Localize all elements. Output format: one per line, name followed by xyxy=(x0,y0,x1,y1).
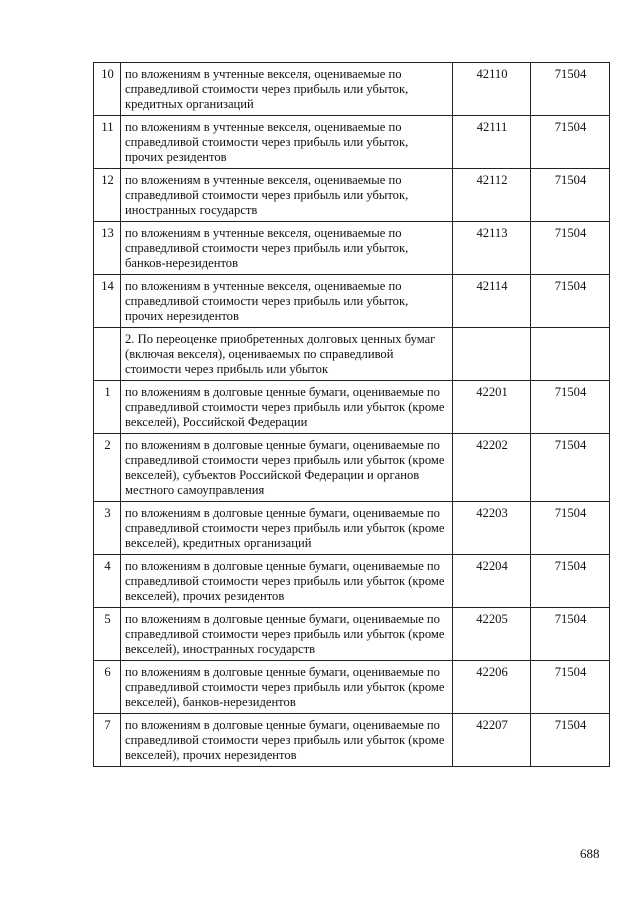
table-row xyxy=(94,714,610,767)
row-description: по вложениям в долговые ценные бумаги, оцениваемые по справедливой стоимости через прибыль или убыток (кроме векселей), прочих нерезидентов xyxy=(121,714,453,767)
row-description: по вложениям в долговые ценные бумаги, оцениваемые по справедливой стоимости через прибыль или убыток (кроме векселей), банков-нерезидентов xyxy=(121,661,453,714)
correspondent-account: 71504 xyxy=(531,222,610,275)
account-number: 42205 xyxy=(453,608,531,661)
account-number: 42114 xyxy=(453,275,531,328)
table-row xyxy=(94,381,610,434)
table-row xyxy=(94,608,610,661)
row-number: 5 xyxy=(94,608,121,661)
table-row xyxy=(94,661,610,714)
table-row xyxy=(94,222,610,275)
row-number: 10 xyxy=(94,63,121,116)
correspondent-account: 71504 xyxy=(531,555,610,608)
table-row xyxy=(94,63,610,116)
row-description: по вложениям в учтенные векселя, оцениваемые по справедливой стоимости через прибыль или убыток, иностранных государств xyxy=(121,169,453,222)
row-description: по вложениям в учтенные векселя, оцениваемые по справедливой стоимости через прибыль или убыток, прочих нерезидентов xyxy=(121,275,453,328)
table-row-section-heading xyxy=(94,328,610,381)
row-number: 3 xyxy=(94,502,121,555)
row-description: по вложениям в учтенные векселя, оцениваемые по справедливой стоимости через прибыль или убыток, прочих резидентов xyxy=(121,116,453,169)
row-number: 12 xyxy=(94,169,121,222)
table-row xyxy=(94,502,610,555)
row-description: по вложениям в долговые ценные бумаги, оцениваемые по справедливой стоимости через прибыль или убыток (кроме векселей), субъектов Российской Федерации и органов местного самоуправления xyxy=(121,434,453,502)
row-description: по вложениям в учтенные векселя, оцениваемые по справедливой стоимости через прибыль или убыток, кредитных организаций xyxy=(121,63,453,116)
row-number: 1 xyxy=(94,381,121,434)
row-description: по вложениям в долговые ценные бумаги, оцениваемые по справедливой стоимости через прибыль или убыток (кроме векселей), Российской Федерации xyxy=(121,381,453,434)
row-number: 11 xyxy=(94,116,121,169)
account-number: 42204 xyxy=(453,555,531,608)
correspondent-account: 71504 xyxy=(531,275,610,328)
account-number: 42202 xyxy=(453,434,531,502)
account-number: 42201 xyxy=(453,381,531,434)
table-row xyxy=(94,116,610,169)
correspondent-account: 71504 xyxy=(531,661,610,714)
correspondent-account: 71504 xyxy=(531,502,610,555)
correspondent-account: 71504 xyxy=(531,169,610,222)
correspondent-account xyxy=(531,328,610,381)
row-number: 14 xyxy=(94,275,121,328)
account-number: 42111 xyxy=(453,116,531,169)
table-row xyxy=(94,555,610,608)
account-number: 42206 xyxy=(453,661,531,714)
row-number: 4 xyxy=(94,555,121,608)
account-number: 42203 xyxy=(453,502,531,555)
account-number: 42113 xyxy=(453,222,531,275)
table-row xyxy=(94,434,610,502)
correspondent-account: 71504 xyxy=(531,434,610,502)
page-number: 688 xyxy=(580,846,600,861)
row-number: 13 xyxy=(94,222,121,275)
accounts-table xyxy=(93,62,610,767)
correspondent-account: 71504 xyxy=(531,381,610,434)
row-number: 6 xyxy=(94,661,121,714)
row-number xyxy=(94,328,121,381)
table-row xyxy=(94,275,610,328)
account-number: 42110 xyxy=(453,63,531,116)
row-description: по вложениям в учтенные векселя, оцениваемые по справедливой стоимости через прибыль или убыток, банков-нерезидентов xyxy=(121,222,453,275)
row-number: 7 xyxy=(94,714,121,767)
table-row xyxy=(94,169,610,222)
correspondent-account: 71504 xyxy=(531,63,610,116)
correspondent-account: 71504 xyxy=(531,608,610,661)
row-number: 2 xyxy=(94,434,121,502)
row-description: по вложениям в долговые ценные бумаги, оцениваемые по справедливой стоимости через прибыль или убыток (кроме векселей), кредитных организаций xyxy=(121,502,453,555)
account-number: 42207 xyxy=(453,714,531,767)
section-heading: 2. По переоценке приобретенных долговых ценных бумаг (включая векселя), оцениваемых по справедливой стоимости через прибыль или убыток xyxy=(121,328,453,381)
row-description: по вложениям в долговые ценные бумаги, оцениваемые по справедливой стоимости через прибыль или убыток (кроме векселей), иностранных государств xyxy=(121,608,453,661)
correspondent-account: 71504 xyxy=(531,116,610,169)
account-number: 42112 xyxy=(453,169,531,222)
account-number xyxy=(453,328,531,381)
row-description: по вложениям в долговые ценные бумаги, оцениваемые по справедливой стоимости через прибыль или убыток (кроме векселей), прочих резидентов xyxy=(121,555,453,608)
correspondent-account: 71504 xyxy=(531,714,610,767)
